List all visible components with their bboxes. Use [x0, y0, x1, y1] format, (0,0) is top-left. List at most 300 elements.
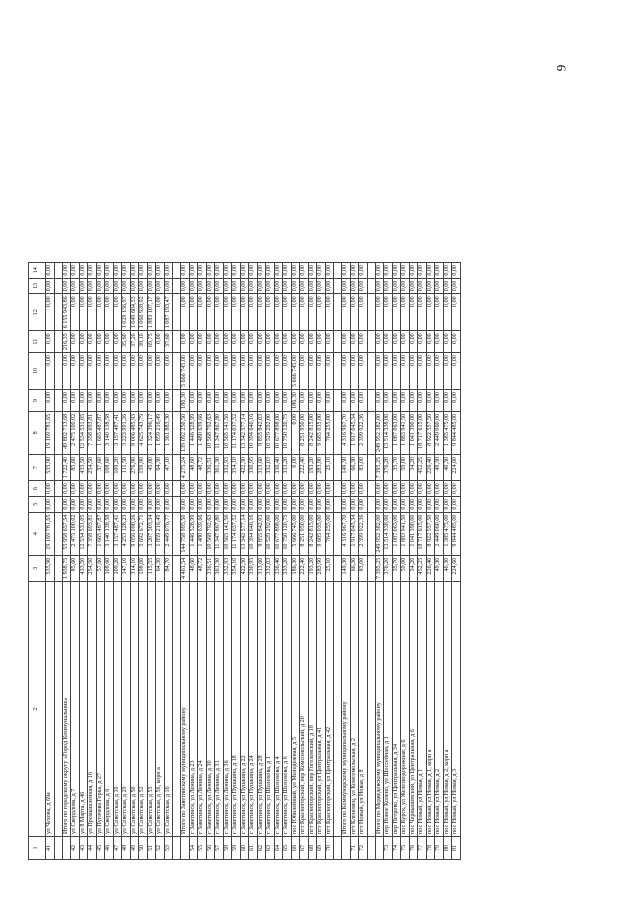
value-cell: 0,00	[232, 294, 241, 331]
address-cell: г Заветинск, ул Ленина, д 30	[206, 582, 215, 837]
value-cell: 0,00	[418, 496, 427, 512]
value-cell: 0,00	[435, 294, 444, 331]
spacer-cell	[54, 555, 62, 581]
value-cell: 0,00	[198, 481, 207, 497]
column-header: 3	[29, 555, 46, 581]
value-cell: 48,60	[189, 454, 198, 480]
value-cell: 5 666 745,00	[181, 353, 190, 390]
value-cell: 0,00	[435, 353, 444, 390]
address-cell: г Заветинск, ул Ленина, д 24	[198, 582, 207, 837]
spacer-cell	[173, 278, 181, 294]
value-cell: 0,00	[266, 294, 275, 331]
spacer-cell	[54, 294, 62, 331]
value-cell: 0,00	[266, 331, 275, 353]
value-cell: 0,00	[384, 481, 393, 497]
value-cell: 1 446 528,99	[189, 512, 198, 555]
value-cell: 0,00	[435, 262, 444, 278]
value-cell: 0,00	[418, 278, 427, 294]
value-cell: 1 883 107,17	[147, 294, 156, 331]
value-cell: 0,00	[206, 294, 215, 331]
value-cell: 1 087 063,00	[392, 411, 401, 454]
value-cell: 0,00	[88, 331, 97, 353]
value-cell: 57,60	[96, 555, 105, 581]
value-cell: 0,00	[71, 294, 80, 331]
table-row	[443, 262, 452, 859]
table-row	[215, 262, 224, 859]
row-number: 44	[88, 837, 97, 860]
value-cell: 0,00	[105, 331, 114, 353]
value-cell: 0,00	[300, 481, 309, 497]
value-cell: 0,00	[232, 262, 241, 278]
address-cell: г Заветинск, ул Ленина, д 23	[189, 582, 198, 837]
value-cell: 1 049 604,33	[130, 294, 139, 331]
total-row	[375, 262, 384, 859]
value-cell: 0,00	[359, 496, 368, 512]
spacer-cell	[334, 294, 342, 331]
value-cell: 0,00	[46, 331, 55, 353]
value-cell: 0,00	[88, 262, 97, 278]
column-header: 12	[29, 294, 46, 331]
value-cell: 49 802 713,68	[62, 411, 71, 454]
table-row	[266, 262, 275, 859]
value-cell: 2 449 060,00	[435, 411, 444, 454]
value-cell: 0,00	[223, 331, 232, 353]
value-cell: 0,00	[384, 331, 393, 353]
value-cell: 0,00	[139, 496, 148, 512]
value-cell: 0,00	[156, 278, 165, 294]
address-cell: пос Новый, ул Новая, д 3	[452, 582, 461, 837]
value-cell: 0,00	[223, 278, 232, 294]
value-cell: 224,60	[452, 555, 461, 581]
row-number: 56	[206, 837, 215, 860]
value-cell: 0,00	[384, 496, 393, 512]
row-number: 55	[198, 837, 207, 860]
value-cell: 0,00	[164, 390, 173, 412]
value-cell: 0,00	[189, 481, 198, 497]
value-cell: 0,00	[452, 278, 461, 294]
value-cell: 47,10	[164, 454, 173, 480]
page-number: 9	[553, 64, 569, 72]
value-cell: 10 394 646,16	[249, 411, 258, 454]
value-cell: 10 394 646,16	[249, 512, 258, 555]
value-cell: 0,00	[443, 331, 452, 353]
row-number: 76	[409, 837, 418, 860]
table-row	[350, 262, 359, 859]
value-cell: 149,30	[342, 555, 351, 581]
value-cell: 0,00	[96, 331, 105, 353]
value-cell: 0,00	[79, 278, 88, 294]
value-cell: 0,00	[62, 496, 71, 512]
value-cell: 13 514 338,00	[384, 512, 393, 555]
address-cell: г Заветинск, ул Ленина, д 36	[223, 582, 232, 837]
table-row	[300, 262, 309, 859]
value-cell: 0,00	[317, 353, 326, 390]
value-cell: 332,03	[266, 454, 275, 480]
address-cell: пгт Красногорский, пер Комсомольский, д 20	[300, 582, 309, 837]
value-cell: 0,00	[426, 353, 435, 390]
value-cell: 0,00	[443, 390, 452, 412]
value-cell: 0,00	[308, 481, 317, 497]
value-cell: 0,00	[105, 481, 114, 497]
value-cell: 0,00	[71, 262, 80, 278]
value-cell: 226,40	[426, 454, 435, 480]
value-cell: 0,00	[232, 353, 241, 390]
value-cell: 0,00	[401, 278, 410, 294]
value-cell: 0,00	[223, 294, 232, 331]
value-cell: 0,00	[96, 496, 105, 512]
value-cell: 10 565 141,56	[223, 512, 232, 555]
value-cell: 0,00	[113, 278, 122, 294]
value-cell: 0,00	[71, 481, 80, 497]
value-cell: 0,00	[122, 390, 131, 412]
value-cell: 115,55	[147, 555, 156, 581]
value-cell: 0,00	[426, 390, 435, 412]
value-cell: 0,00	[291, 294, 300, 331]
value-cell: 1 480 639,66	[198, 411, 207, 454]
value-cell: 1 665 487,87	[96, 411, 105, 454]
value-cell: 0,00	[308, 278, 317, 294]
value-cell: 10 568 792,63	[206, 512, 215, 555]
value-cell: 9 685 035,00	[317, 411, 326, 454]
value-cell: 0,00	[384, 278, 393, 294]
value-cell: 8 242 815,00	[308, 411, 317, 454]
value-cell: 0,00	[139, 353, 148, 390]
value-cell: 11 174 037,52	[232, 512, 241, 555]
value-cell: 37,60	[164, 331, 173, 353]
row-number: 45	[96, 837, 105, 860]
row-number: 41	[46, 837, 55, 860]
value-cell: 0,00	[223, 481, 232, 497]
value-cell: 332,93	[223, 555, 232, 581]
value-cell: 0,00	[308, 331, 317, 353]
spacer-cell	[173, 837, 181, 860]
value-cell: 9 855 842,03	[257, 411, 266, 454]
row-number: 67	[300, 837, 309, 860]
value-cell: 0,00	[198, 262, 207, 278]
value-cell: 45,80	[147, 454, 156, 480]
value-cell: 0,00	[274, 278, 283, 294]
value-cell: 0,00	[291, 262, 300, 278]
value-cell: 2 449 076,77	[164, 512, 173, 555]
table-row	[71, 262, 80, 859]
table-row	[283, 262, 292, 859]
value-cell: 0,00	[147, 481, 156, 497]
value-cell: 8 922 557,50	[426, 411, 435, 454]
address-cell: ул Советская, д 50	[130, 582, 139, 837]
value-cell: 0,00	[266, 353, 275, 390]
value-cell: 376,20	[384, 555, 393, 581]
address-cell: ул Советская, д 56, корп а	[156, 582, 165, 837]
row-number	[342, 837, 351, 860]
table-row	[113, 262, 122, 859]
value-cell: 1 361 883,30	[164, 411, 173, 454]
value-cell: 0,00	[342, 390, 351, 412]
value-cell: 0,00	[113, 331, 122, 353]
spacer-cell	[173, 262, 181, 278]
value-cell: 0,00	[342, 496, 351, 512]
spacer-row	[173, 262, 181, 859]
value-cell: 1 938,75	[62, 555, 71, 581]
value-cell: 0,00	[401, 390, 410, 412]
value-cell: 422,30	[240, 454, 249, 480]
value-cell: 38,10	[139, 331, 148, 353]
column-header: 8	[29, 411, 46, 454]
table-row	[274, 262, 283, 859]
value-cell: 3 157 487,41	[113, 512, 122, 555]
value-cell: 0,00	[139, 262, 148, 278]
value-cell: 313,60	[257, 454, 266, 480]
value-cell: 0,00	[443, 278, 452, 294]
value-cell: 0,00	[325, 496, 334, 512]
value-cell: 0,00	[62, 278, 71, 294]
spacer-cell	[367, 294, 375, 331]
value-cell: 0,00	[147, 496, 156, 512]
value-cell: 0,00	[122, 278, 131, 294]
table-row	[105, 262, 114, 859]
table-row	[325, 262, 334, 859]
value-cell: 0,00	[392, 294, 401, 331]
value-cell: 0,00	[79, 262, 88, 278]
value-cell: 0,00	[88, 481, 97, 497]
value-cell: 18 717 615,00	[418, 512, 427, 555]
value-cell: 10 677 898,00	[274, 512, 283, 555]
value-cell: 0,00	[62, 390, 71, 412]
value-cell: 0,00	[79, 331, 88, 353]
value-cell: 0,00	[206, 390, 215, 412]
value-cell: 0,00	[350, 294, 359, 331]
value-cell: 0,00	[426, 331, 435, 353]
value-cell: 0,00	[71, 390, 80, 412]
value-cell: 452,25	[418, 555, 427, 581]
value-cell: 0,00	[113, 353, 122, 390]
value-cell: 0,00	[240, 294, 249, 331]
value-cell: 0,00	[435, 481, 444, 497]
value-cell: 283,90	[317, 454, 326, 480]
spacer-cell	[334, 278, 342, 294]
value-cell: 3 140 138,58	[105, 512, 114, 555]
table-row	[435, 262, 444, 859]
value-cell: 0,00	[113, 481, 122, 497]
value-cell: 1 722,40	[62, 454, 71, 480]
spacer-cell	[173, 411, 181, 454]
value-cell: 0,00	[232, 390, 241, 412]
value-cell: 66,30	[350, 454, 359, 480]
row-number: 77	[418, 837, 427, 860]
value-cell: 144 758 995,50	[181, 512, 190, 555]
value-cell: 0,00	[418, 390, 427, 412]
value-cell: 3 157 487,41	[113, 411, 122, 454]
value-cell: 0,00	[156, 390, 165, 412]
value-cell: 0,00	[130, 481, 139, 497]
value-cell: 0,00	[71, 331, 80, 353]
address-cell: г Заветинск, ул Пушкина, д 28	[257, 582, 266, 837]
value-cell: 222,40	[300, 454, 309, 480]
value-cell: 764 255,00	[325, 411, 334, 454]
spacer-cell	[173, 512, 181, 555]
value-cell: 0,00	[130, 278, 139, 294]
value-cell: 2 449 060,00	[435, 512, 444, 555]
value-cell: 8 251 950,00	[300, 411, 309, 454]
value-cell: 336,51	[206, 555, 215, 581]
value-cell: 8 006 485,93	[130, 411, 139, 454]
value-cell: 35,70	[392, 555, 401, 581]
value-cell: 0,00	[266, 496, 275, 512]
value-cell: 0,00	[189, 262, 198, 278]
value-cell: 0,00	[62, 481, 71, 497]
value-cell: 149,30	[342, 454, 351, 480]
value-cell: 0,00	[96, 390, 105, 412]
value-cell: 433,50	[79, 555, 88, 581]
value-cell: 0,00	[384, 390, 393, 412]
value-cell: 0,00	[249, 262, 258, 278]
value-cell: 9 855 842,03	[257, 512, 266, 555]
value-cell: 0,00	[274, 496, 283, 512]
spacer-cell	[334, 353, 342, 390]
value-cell: 0,00	[274, 390, 283, 412]
value-cell: 49,30	[435, 555, 444, 581]
table-row	[147, 262, 156, 859]
value-cell: 11 347 867,80	[215, 512, 224, 555]
value-cell: 0,00	[249, 481, 258, 497]
value-cell: 0,00	[164, 262, 173, 278]
value-cell: 0,00	[240, 262, 249, 278]
spacer-row	[334, 262, 342, 859]
value-cell: 0,00	[342, 481, 351, 497]
value-cell: 0,00	[240, 496, 249, 512]
value-cell: 0,00	[46, 262, 55, 278]
spacer-cell	[367, 512, 375, 555]
value-cell: 0,00	[122, 262, 131, 278]
table-row	[418, 262, 427, 859]
value-cell: 83,00	[359, 555, 368, 581]
value-cell: 13 342 577,14	[240, 411, 249, 454]
value-cell: 0,00	[249, 294, 258, 331]
value-cell: 13 514 338,00	[384, 411, 393, 454]
value-cell: 0,00	[452, 331, 461, 353]
value-cell: 85,60	[71, 454, 80, 480]
table-row	[206, 262, 215, 859]
value-cell: 59,00	[401, 555, 410, 581]
value-cell: 0,00	[198, 353, 207, 390]
value-cell: 0,00	[375, 390, 384, 412]
value-cell: 0,00	[113, 294, 122, 331]
value-cell: 0,00	[206, 262, 215, 278]
value-cell: 0,00	[257, 278, 266, 294]
value-cell: 2 399 922,36	[359, 411, 368, 454]
value-cell: 1 087 193,47	[164, 294, 173, 331]
value-cell: 66,30	[350, 555, 359, 581]
value-cell: 4 316 967,70	[342, 411, 351, 454]
value-cell: 0,00	[443, 353, 452, 390]
value-cell: 7 395,25	[375, 454, 384, 480]
row-number: 48	[122, 837, 131, 860]
value-cell: 0,00	[401, 262, 410, 278]
value-cell: 11 347 867,80	[215, 411, 224, 454]
address-cell: пос Курск, ул Железнодорожная, д 6	[401, 582, 410, 837]
value-cell: 0,00	[359, 278, 368, 294]
spacer-cell	[334, 582, 342, 837]
value-cell: 19 169 781,65	[46, 411, 55, 454]
value-cell: 10 529 292,00	[266, 512, 275, 555]
value-cell: 0,00	[350, 278, 359, 294]
value-cell: 0,00	[240, 331, 249, 353]
value-cell: 0,00	[257, 481, 266, 497]
spacer-cell	[367, 353, 375, 390]
value-cell: 0,00	[359, 353, 368, 390]
value-cell: 0,00	[342, 331, 351, 353]
value-cell: 111,50	[122, 454, 131, 480]
value-cell: 34,20	[409, 454, 418, 480]
value-cell: 0,00	[283, 331, 292, 353]
value-cell: 0,00	[350, 390, 359, 412]
value-cell: 0,00	[359, 294, 368, 331]
value-cell: 0,00	[266, 390, 275, 412]
address-cell: г Заветинск, ул Шолохова, д 1	[266, 582, 275, 837]
row-number: 51	[147, 837, 156, 860]
address-cell: пос Юбилейный, ул Молодежная, д 5	[291, 582, 300, 837]
row-number: 75	[401, 837, 410, 860]
value-cell: 4 253 128,23	[122, 512, 131, 555]
row-number: 63	[266, 837, 275, 860]
header-row	[29, 262, 46, 859]
value-cell: 0,00	[392, 390, 401, 412]
spacer-cell	[334, 262, 342, 278]
value-cell: 0,00	[257, 390, 266, 412]
value-cell: 0,00	[375, 331, 384, 353]
value-cell: 313,60	[257, 555, 266, 581]
value-cell: 0,00	[105, 496, 114, 512]
column-header: 14	[29, 262, 46, 278]
value-cell: 0,00	[105, 390, 114, 412]
value-cell: 0,00	[401, 481, 410, 497]
value-cell: 0,00	[274, 262, 283, 278]
table-row	[198, 262, 207, 859]
value-cell: 0,00	[249, 353, 258, 390]
value-cell: 0,00	[88, 294, 97, 331]
spacer-cell	[173, 294, 181, 331]
value-cell: 0,00	[215, 496, 224, 512]
value-cell: 0,00	[308, 353, 317, 390]
row-number: 72	[359, 837, 368, 860]
value-cell: 0,00	[88, 353, 97, 390]
row-number: 61	[249, 837, 258, 860]
value-cell: 108,60	[105, 555, 114, 581]
value-cell: 0,00	[139, 278, 148, 294]
value-cell: 1 480 639,66	[198, 512, 207, 555]
value-cell: 0,00	[274, 294, 283, 331]
spacer-cell	[54, 582, 62, 837]
spacer-cell	[173, 481, 181, 497]
address-cell: пгт Красногорский, ул Центральная, д 41	[317, 582, 326, 837]
value-cell: 0,00	[300, 353, 309, 390]
address-cell: ул Пугачева Горка, д 27	[96, 582, 105, 837]
value-cell: 422,30	[240, 555, 249, 581]
value-cell: 198,00	[139, 555, 148, 581]
value-cell: 535,90	[46, 454, 55, 480]
value-cell: 0,00	[257, 331, 266, 353]
spacer-cell	[54, 390, 62, 412]
address-cell: г Заветинск, ул Шолохова, д 6	[283, 582, 292, 837]
value-cell: 108,60	[105, 454, 114, 480]
value-cell: 0,00	[206, 331, 215, 353]
value-cell: 0,00	[79, 294, 88, 331]
value-cell: 0,00	[156, 353, 165, 390]
value-cell: 0,00	[96, 481, 105, 497]
value-cell: 0,00	[342, 278, 351, 294]
value-cell: 0,00	[139, 481, 148, 497]
value-cell: 7 358 693,81	[88, 512, 97, 555]
table-row	[384, 262, 393, 859]
